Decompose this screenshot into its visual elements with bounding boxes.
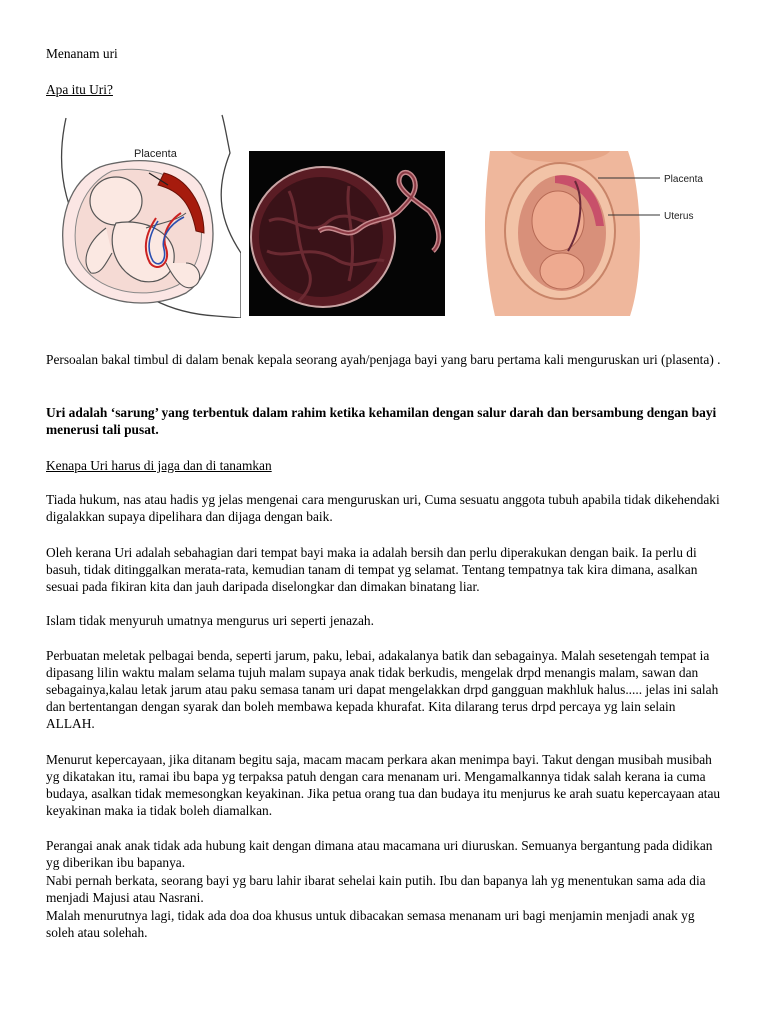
paragraph-clean: Oleh kerana Uri adalah sebahagian dari tempat bayi maka ia adalah bersih dan perlu diperakukan dengan baik. Ia perlu di basuh, tidak ditinggalkan merata-rata, kemudian tanam di tempat yg selamat. Tentang tempatnya tak kira dimana, asalkan sesuai pada fikiran kita dan jauh daripada diselongkar dan dimakan binatang liar.: [46, 545, 698, 594]
paragraph-intro: Persoalan bakal timbul di dalam benak kepala seorang ayah/penjaga bayi yang baru pertama kali menguruskan uri (plasenta) .: [46, 352, 721, 367]
section-heading-why: Kenapa Uri harus di jaga dan di tanamkan: [46, 458, 272, 473]
paragraph-upbringing: Perangai anak anak tidak ada hubung kait dengan dimana atau macamana uri diuruskan. Semuanya bergantung pada didikan yg diberikan ibu bapanya.: [46, 838, 713, 870]
document-title: Menanam uri: [46, 46, 118, 61]
uterus-label: Uterus: [664, 211, 694, 222]
pregnancy-uterus-image: [480, 151, 712, 316]
paragraph-no-prayer: Malah menurutnya lagi, tidak ada doa doa khusus untuk dibacakan semasa menanam uri bagi menjamin menjadi anak yg soleh atau solehah.: [46, 908, 695, 940]
paragraph-no-law: Tiada hukum, nas atau hadis yg jelas mengenai cara menguruskan uri, Cuma sesuatu anggota tubuh apabila tidak dikehendaki digalakkan supaya dipelihara dan dijaga dengan baik.: [46, 492, 720, 524]
paragraph-definition: Uri adalah ‘sarung’ yang terbentuk dalam rahim ketika kehamilan dengan salur darah dan bersambung dengan bayi menerusi tali pusat.: [46, 405, 717, 437]
placenta-diagram-image: [46, 113, 241, 318]
placenta-label-2: Placenta: [664, 174, 703, 185]
section-heading-what-is-placenta: Apa itu Uri?: [46, 82, 113, 97]
placenta-label: Placenta: [134, 148, 177, 160]
paragraph-not-like-corpse: Islam tidak menyuruh umatnya mengurus uri seperti jenazah.: [46, 613, 374, 628]
paragraph-beliefs: Menurut kepercayaan, jika ditanam begitu saja, macam macam perkara akan menimpa bayi. Takut dengan musibah musibah yg dikatakan itu, ramai ibu bapa yg terpaksa patuh dengan cara menanam uri. Mengamalkannya tidak salah kerana ia cuma budaya, asalkan tidak memesongkan keyakinan. Jika petua orang tua dan budaya itu menjurus ke arah suatu kepercayaan atau keyakinan maka ia tidak boleh diamalkan.: [46, 752, 721, 818]
paragraph-practices: Perbuatan meletak pelbagai benda, seperti jarum, paku, lebai, adakalanya batik dan sebagainya. Malah sesetengah tempat ia dipasang lilin waktu malam selama tujuh malam supaya anak tidak berkudis, mengelak drpd menangis malam, sawan dan sebagainya,kalau letak jarum atau paku semasa tanam uri dapat mengelakkan drpd gangguan makhluk halus..... jelas ini salah dan bertentangan dengan syarak dan boleh membawa kepada khurafat. Kita dilarang terus drpd percaya yg lain selain ALLAH.: [46, 648, 719, 731]
paragraph-prophet: Nabi pernah berkata, seorang bayi yg baru lahir ibarat sehelai kain putih. Ibu dan bapanya lah yg menentukan sama ada dia menjadi Majusi atau Nasrani.: [46, 873, 706, 905]
placenta-photo-image: [249, 151, 445, 316]
